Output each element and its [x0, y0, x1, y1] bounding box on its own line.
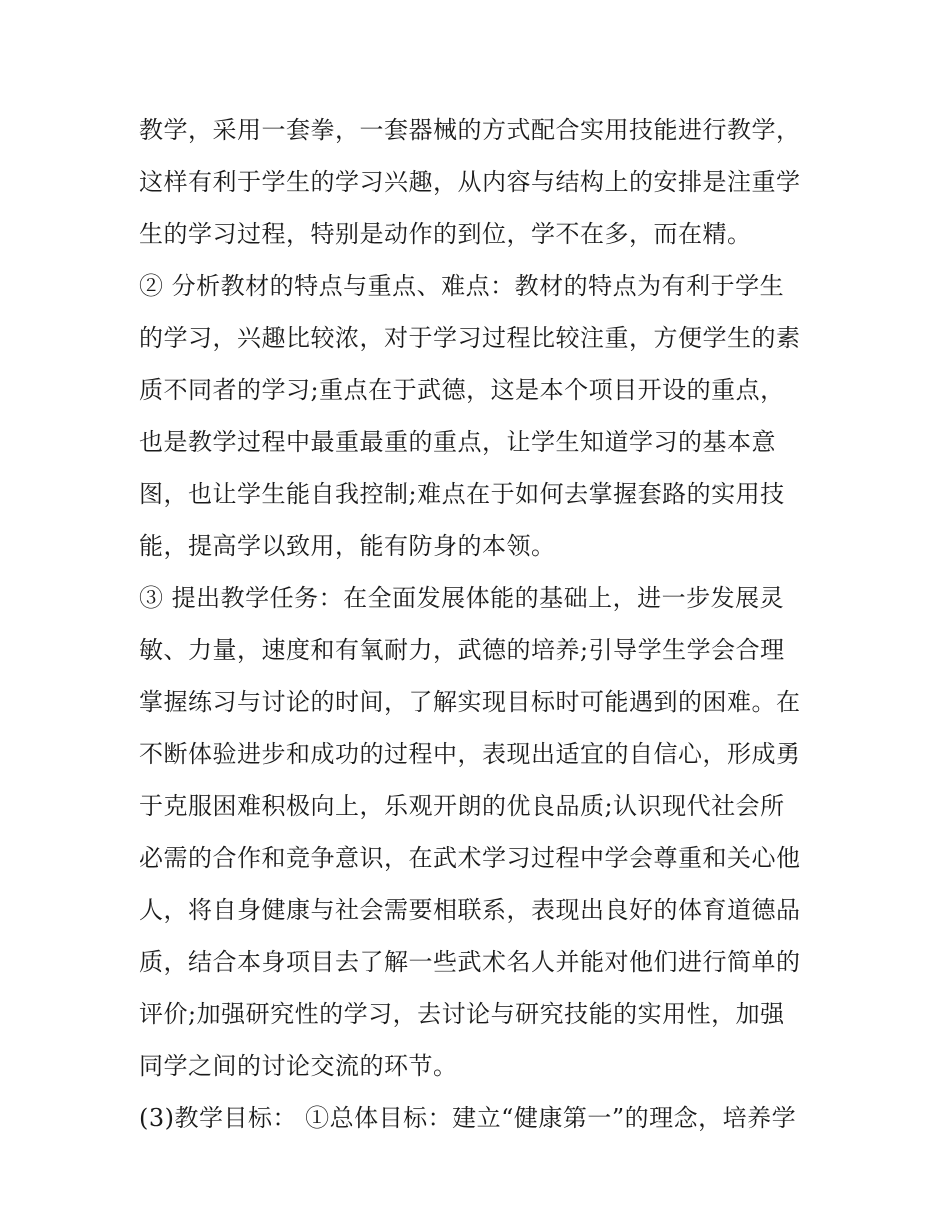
- body-text: [139, 104, 819, 1144]
- text-line: 人，将自身健康与社会需要相联系，表现出良好的体育道德品: [139, 896, 801, 924]
- text-line: 生的学习过程，特别是动作的到位，学不在多，而在精。: [139, 220, 752, 248]
- text-line: 掌握练习与讨论的时间，了解实现目标时可能遇到的困难。在: [139, 688, 801, 716]
- text-line: 也是教学过程中最重最重的重点，让学生知道学习的基本意: [139, 428, 776, 456]
- text-line: 评价;加强研究性的学习，去讨论与研究技能的实用性，加强: [139, 1000, 785, 1028]
- text-line: (3)教学目标： ①总体目标：建立“健康第一”的理念，培养学: [139, 1104, 797, 1132]
- text-line: 必需的合作和竞争意识，在武术学习过程中学会尊重和关心他: [139, 844, 801, 872]
- text-line: 教学，采用一套拳，一套器械的方式配合实用技能进行教学，: [139, 116, 801, 144]
- text-line: ③ 提出教学任务：在全面发展体能的基础上，进一步发展灵: [139, 584, 785, 612]
- text-line: 图，也让学生能自我控制;难点在于如何去掌握套路的实用技: [139, 480, 785, 508]
- text-line: 不断体验进步和成功的过程中，表现出适宜的自信心，形成勇: [139, 740, 801, 768]
- text-line: 质不同者的学习;重点在于武德，这是本个项目开设的重点，: [139, 376, 785, 404]
- text-line: 的学习，兴趣比较浓，对于学习过程比较注重，方便学生的素: [139, 324, 801, 352]
- text-line: 能，提高学以致用，能有防身的本领。: [139, 532, 556, 560]
- text-line: ② 分析教材的特点与重点、难点：教材的特点为有利于学生: [139, 272, 785, 300]
- text-line: 这样有利于学生的学习兴趣，从内容与结构上的安排是注重学: [139, 168, 801, 196]
- text-line: 敏、力量，速度和有氧耐力，武德的培养;引导学生学会合理: [139, 636, 785, 664]
- text-line: 同学之间的讨论交流的环节。: [139, 1052, 458, 1080]
- text-line: 质，结合本身项目去了解一些武术名人并能对他们进行简单的: [139, 948, 801, 976]
- text-line: 于克服困难积极向上，乐观开朗的优良品质;认识现代社会所: [139, 792, 785, 820]
